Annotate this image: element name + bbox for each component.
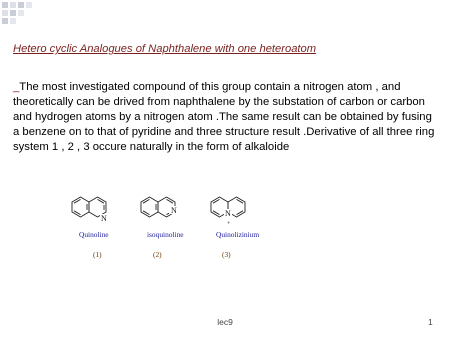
body-paragraph: The most investigated compound of this group contain a nitrogen atom , and theoretically can be drived from naphthalene by the substation of carbon or carbon and hydrogen atoms by a nitrogen atom .The same result can be obtained by fusing a benzene on to that of pyridine and three structure result .Derivative of all three ring system 1 , 2 , 3 occure naturally in the form of alkaloide	[13, 81, 435, 153]
quinolizinium-n-atom: N	[225, 209, 231, 218]
quinoline-label: Quinoline	[79, 230, 109, 239]
isoquinoline-structure	[141, 197, 175, 217]
slide-body	[13, 80, 438, 155]
footer-label: lec9	[217, 317, 233, 327]
quinolizinium-number: (3)	[222, 250, 231, 259]
page-number: 1	[428, 317, 433, 327]
isoquinoline-label: isoquinoline	[147, 230, 184, 239]
isoquinoline-n-atom: N	[171, 206, 177, 215]
corner-decoration	[0, 0, 40, 26]
body-dash: _	[13, 81, 20, 93]
quinoline-n-atom: N	[101, 214, 107, 223]
quinolizinium-label: Quinolizinium	[216, 230, 260, 239]
quinoline-number: (1)	[93, 250, 102, 259]
quinolizinium-charge: +	[227, 221, 231, 227]
structures-figure	[60, 195, 290, 265]
slide-title: Hetero cyclic Analogues of Naphthalene with one heteroatom	[13, 43, 317, 55]
isoquinoline-number: (2)	[153, 250, 162, 259]
